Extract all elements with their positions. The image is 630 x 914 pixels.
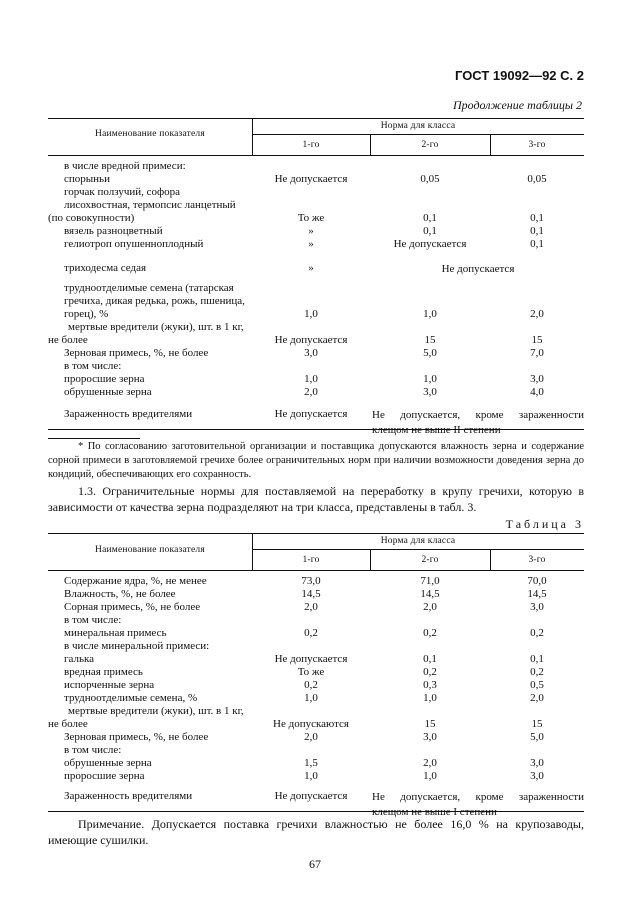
table3-cell-class-2: 0,1 (423, 653, 437, 665)
table2-cell-class-2: 0,05 (420, 173, 440, 185)
table2-cell-class-1: Не допускается (274, 334, 348, 346)
table3-row-label: минеральная примесь (64, 627, 167, 639)
table3-cell-class-3: 3,0 (530, 757, 544, 769)
table3-cell-class-1: То же (297, 666, 325, 678)
table3-cell-class-1: 0,2 (304, 679, 318, 691)
table2-row-label: вязель разноцветный (64, 225, 163, 237)
table2-cell-class-3: 0,05 (527, 173, 547, 185)
table2-norm-header: Норма для класса (380, 121, 456, 131)
paragraph-1-3: 1.3. Ограничительные нормы для поставляемой на переработку в крупу гречихи, которую в зависимости от качества зерна подразделяют на три класса, представлены в табл. 3. (48, 484, 584, 514)
table2-col-name-header: Наименование показателя (95, 129, 205, 139)
table3-row-label: не более (48, 718, 88, 730)
table3-cell-class-3: 0,1 (530, 653, 544, 665)
table2-cell-class-1: » (308, 262, 314, 274)
table2-cell-class-2: 0,1 (423, 212, 437, 224)
table2-cell-class-1: Не допускается (274, 408, 348, 420)
table3-cell-class-2: 71,0 (420, 575, 440, 587)
table3-row-label: обрушенные зерна (64, 757, 152, 769)
table3-cell-class-1: 1,0 (304, 770, 318, 782)
table2-cell-class-3: 0,1 (530, 225, 544, 237)
table3-cell-class-2: 1,0 (423, 770, 437, 782)
table3-caption: Таблица 3 (505, 517, 584, 531)
table2-cell-class-2: 1,0 (423, 373, 437, 385)
table3-row-label: в том числе: (64, 614, 122, 626)
table3-row-label: Зараженность вредителями (64, 790, 193, 802)
table2-row-label: обрушенные зерна (64, 386, 152, 398)
table3-row-label: испорченные зерна (64, 679, 155, 691)
table3-row-label: в числе минеральной примеси: (64, 640, 210, 652)
table2-cell-class-2: 15 (424, 334, 436, 346)
table3-cell-class-2: 0,2 (423, 666, 437, 678)
table3-class-3-header: 3-го (528, 555, 546, 565)
table3-cell-class-2: 2,0 (423, 757, 437, 769)
table2-top-rule (48, 118, 584, 119)
table3-row-label: мертвые вредители (жуки), шт. в 1 кг, (68, 705, 244, 717)
table-continuation-label: Продолжение таблицы 2 (452, 98, 582, 112)
table3-row-label: галька (64, 653, 95, 665)
table2-row-label: горчак ползучий, софора (64, 186, 181, 198)
footnote-separator (48, 438, 140, 439)
table2-bottom-rule (48, 429, 584, 430)
table2-cell-class-2: 3,0 (423, 386, 437, 398)
table2-cell-class-1: 1,0 (304, 373, 318, 385)
table3-col-name-header: Наименование показателя (95, 545, 205, 555)
table2-cell-span-2-3: Не допускается (441, 263, 515, 275)
table2-cell-class-3: 4,0 (530, 386, 544, 398)
table2-cell-class-2: Не допускается (393, 238, 467, 250)
table3-cell-class-3: 3,0 (530, 770, 544, 782)
table3-cell-class-2: 0,2 (423, 627, 437, 639)
table2-cell-class-3: 0,1 (530, 212, 544, 224)
table3-cell-class-1: 2,0 (304, 601, 318, 613)
table2-row-label: трудноотделимые семена (татарская (64, 282, 234, 294)
table3-cell-class-1: Не допускается (274, 790, 348, 802)
table2-row-label: в числе вредной примеси: (64, 160, 186, 172)
table3-cell-class-1: 0,2 (304, 627, 318, 639)
table3-cell-class-3: 3,0 (530, 601, 544, 613)
table3-cell-class-3: 0,5 (530, 679, 544, 691)
table3-row-label: вредная примесь (64, 666, 143, 678)
table3-cell-class-3: 2,0 (530, 692, 544, 704)
table3-cell-class-1: Не допускаются (273, 718, 349, 730)
table2-class-1-header: 1-го (302, 140, 320, 150)
table3-cell-class-2: 1,0 (423, 692, 437, 704)
table3-note: Примечание. Допускается поставка гречихи влажностью не более 16,0 % на крупозаводы, имеющие сушилки. (48, 817, 584, 847)
table2-cell-class-3: 2,0 (530, 308, 544, 320)
table2-cell-class-1: 3,0 (304, 347, 318, 359)
table3-cell-class-3: 14,5 (527, 588, 547, 600)
footnote: * По согласованию заготовительной организации и поставщика допускаются влажность зерна и содержание сорной примеси в заготовляемой гречихе более ограничительных норм при наличии возможности доведения зерна до кондиций, обеспечивающих его сохранность. (48, 441, 584, 480)
table2-row-label: триходесма седая (64, 262, 147, 274)
table2-cell-class-3: 15 (531, 334, 543, 346)
table2-cell-class-1: » (308, 238, 314, 250)
document-header: ГОСТ 19092—92 С. 2 (455, 68, 584, 83)
table3-row-label: Влажность, %, не более (64, 588, 176, 600)
table3-class-1-header: 1-го (302, 555, 320, 565)
table2-cell-class-1: 1,0 (304, 308, 318, 320)
table2-cell-class-1: То же (297, 212, 325, 224)
table2-row-label: в том числе: (64, 360, 122, 372)
table2-cell-class-3: 7,0 (530, 347, 544, 359)
table3-cell-class-2: 0,3 (423, 679, 437, 691)
table3-row-label: Содержание ядра, %, не менее (64, 575, 207, 587)
table2-row-label: Зерновая примесь, %, не более (64, 347, 209, 359)
table2-class-3-header: 3-го (528, 140, 546, 150)
table3-cell-class-1: 1,0 (304, 692, 318, 704)
page-number: 67 (309, 857, 321, 871)
table2-class-2-header: 2-го (421, 140, 439, 150)
table2-row-label: (по совокупности) (48, 212, 135, 224)
table3-cell-class-2: 2,0 (423, 601, 437, 613)
table2-row-label: не более (48, 334, 88, 346)
table3-cell-class-1: 14,5 (301, 588, 321, 600)
table3-cell-class-3: 70,0 (527, 575, 547, 587)
table2-row-label: горец), % (64, 308, 109, 320)
table3-subheader-rule (252, 549, 584, 550)
table2-cell-class-2: 5,0 (423, 347, 437, 359)
table3-cell-class-1: Не допускается (274, 653, 348, 665)
table3-bottom-rule (48, 811, 584, 812)
table3-row-label: в том числе: (64, 744, 122, 756)
table2-row-label: спорыньи (64, 173, 110, 185)
table2-row-label: гречиха, дикая редька, рожь, пшеница, (64, 295, 245, 307)
table2-row-label: гелиотроп опушенноплодный (64, 238, 204, 250)
table3-cell-class-1: 2,0 (304, 731, 318, 743)
table3-header-bottom-rule (48, 570, 584, 571)
table3-norm-header: Норма для класса (380, 536, 456, 546)
table2-row-label: мертвые вредители (жуки), шт. в 1 кг, (68, 321, 244, 333)
table3-class-2-header: 2-го (421, 555, 439, 565)
table3-cell-class-1: 73,0 (301, 575, 321, 587)
table2-cell-class-1: Не допускается (274, 173, 348, 185)
table2-row-label: лисохвостная, термопсис ланцетный (64, 199, 236, 211)
table2-cell-class-2: 1,0 (423, 308, 437, 320)
table3-top-rule (48, 533, 584, 534)
table3-cell-class-3: 15 (531, 718, 543, 730)
table2-subheader-rule (252, 134, 584, 135)
table2-cell-class-1: » (308, 225, 314, 237)
table3-cell-class-2: 15 (424, 718, 436, 730)
table3-row-label: проросшие зерна (64, 770, 145, 782)
table3-cell-span-2-3: Не допускается, кроме зараженности клещом не выше I степени (372, 791, 584, 818)
table3-cell-class-2: 14,5 (420, 588, 440, 600)
table3-cell-class-3: 5,0 (530, 731, 544, 743)
table2-cell-class-3: 3,0 (530, 373, 544, 385)
table3-row-label: трудноотделимые семена, % (64, 692, 198, 704)
table3-row-label: Сорная примесь, %, не более (64, 601, 201, 613)
table2-row-label: проросшие зерна (64, 373, 145, 385)
table3-cell-class-1: 1,5 (304, 757, 318, 769)
table3-cell-class-2: 3,0 (423, 731, 437, 743)
table3-cell-class-3: 0,2 (530, 666, 544, 678)
table2-cell-class-1: 2,0 (304, 386, 318, 398)
table2-row-label: Зараженность вредителями (64, 408, 193, 420)
table2-cell-class-2: 0,1 (423, 225, 437, 237)
table2-header-bottom-rule (48, 155, 584, 156)
table3-row-label: Зерновая примесь, %, не более (64, 731, 209, 743)
table2-cell-class-3: 0,1 (530, 238, 544, 250)
table2-cell-span-2-3: Не допускается, кроме зараженности клещом не выше II степени (372, 409, 584, 436)
table3-cell-class-3: 0,2 (530, 627, 544, 639)
